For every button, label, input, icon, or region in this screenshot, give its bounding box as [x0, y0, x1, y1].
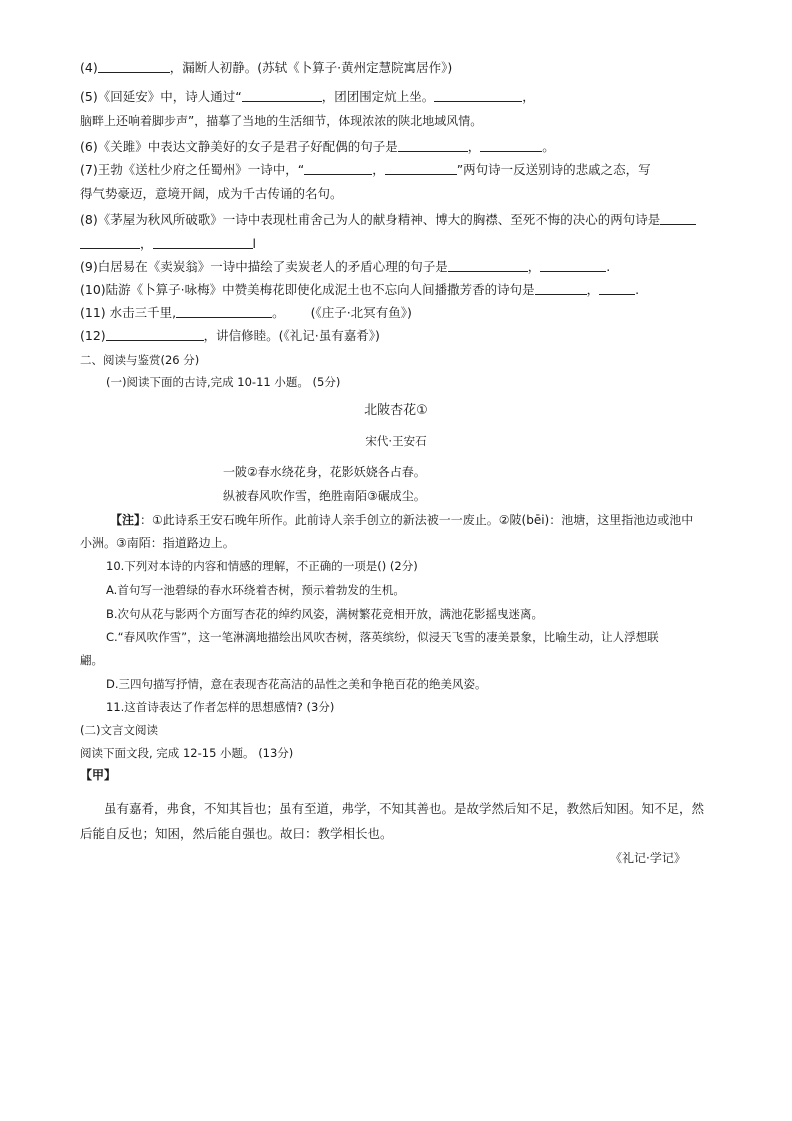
q11f-text-pre: (11) 水击三千里,: [80, 305, 177, 320]
part2-instruction: 阅读下面文段, 完成 12-15 小题。 (13分): [80, 746, 294, 760]
question-7-line2: 得气势豪迈，意境开阔，成为千古传诵的名句。: [80, 186, 343, 201]
option-d[interactable]: D.三四句描写抒情，意在表现杏花高洁的品性之美和争艳百花的绝美风姿。: [106, 677, 487, 691]
question-11: 11.这首诗表达了作者怎样的思想感情? (3分): [106, 700, 335, 714]
q7-text-pre: (7)王勃《送杜少府之任蜀州》一诗中，“: [80, 162, 305, 177]
q9-blank-2[interactable]: [540, 258, 606, 272]
q7-blank-1[interactable]: [304, 161, 372, 175]
q7-text-post: ”两句诗一反送别诗的悲戚之态，写: [456, 162, 651, 177]
q7-text-mid: ，: [372, 162, 385, 177]
passage-source: 《礼记·学记》: [610, 851, 686, 865]
question-11-fill: [80, 304, 412, 322]
question-6: [80, 138, 555, 156]
poem-note-line1: [110, 511, 693, 529]
q6-blank-1[interactable]: [398, 138, 468, 152]
q10f-text-end: .: [635, 282, 640, 297]
question-9: [80, 258, 610, 276]
part2-heading: (二)文言文阅读: [80, 723, 158, 737]
q10f-text-pre: (10)陆游《卜算子·咏梅》中赞美梅花即使化成泥土也不忘向人间播撒芳香的诗句是: [80, 282, 535, 297]
poem-line-2: 纵被春风吹作雪，绝胜南陌③碾成尘。: [223, 489, 426, 503]
q8-blank-1[interactable]: [660, 211, 696, 225]
q11f-text-post: (《庄子·北冥有鱼》): [310, 305, 412, 320]
q10f-blank-2[interactable]: [599, 281, 635, 295]
question-8-line1: [80, 211, 696, 229]
question-12-fill: [80, 327, 380, 345]
option-c-line2: 翩。: [80, 653, 103, 667]
option-b[interactable]: B.次句从花与影两个方面写杏花的绰约风姿，满树繁花竞相开放，满池花影摇曳迷离。: [106, 607, 544, 621]
question-5-line2: 脑畔上还响着脚步声”，描摹了当地的生活细节，体现浓浓的陕北地域风情。: [80, 114, 483, 128]
q11f-text-mid: 。: [272, 305, 285, 320]
q10f-text-mid: ，: [586, 282, 600, 297]
q5-blank-2[interactable]: [434, 88, 522, 102]
section-heading: 二、阅读与鉴赏(26 分): [80, 353, 200, 367]
q6-blank-2[interactable]: [480, 138, 542, 152]
option-c-line1[interactable]: C.“春风吹作雪”，这一笔淋漓地描绘出风吹杏树，落英缤纷，似浸天飞雪的凄美景象，比喻生动，让人浮想联: [106, 630, 659, 644]
poem-note-line2: 小洲。③南陌：指道路边上。: [80, 536, 235, 550]
question-4: [80, 59, 452, 77]
q9-blank-1[interactable]: [448, 258, 528, 272]
q12f-text-post: ，讲信修睦。(《礼记·虽有嘉肴》): [203, 328, 380, 343]
q5-text-end: ，: [522, 89, 535, 104]
q8-blank-2[interactable]: [153, 235, 253, 249]
question-8-line2: [80, 235, 256, 253]
question-10-fill: [80, 281, 639, 299]
question-10: 10.下列对本诗的内容和情感的理解，不正确的一项是() (2分): [106, 559, 418, 573]
q9-text-mid: ，: [527, 259, 541, 274]
q6-text-pre: (6)《关雎》中表达文静美好的女子是君子好配偶的句子是: [80, 139, 398, 154]
q12f-blank[interactable]: [106, 327, 204, 341]
question-7-line1: [80, 161, 651, 179]
q12f-text-pre: (12): [80, 328, 106, 343]
q8-text-pre: (8)《茅屋为秋风所破歌》一诗中表现杜甫舍己为人的献身精神、博大的胸襟、至死不悔的决心的两句诗是: [80, 212, 661, 227]
q6-text-end: 。: [542, 139, 555, 154]
q4-text: ，漏断人初静。(苏轼《卜算子·黄州定慧院寓居作》): [169, 60, 453, 75]
passage-jia-line2: 后能自反也；知困，然后能自强也。故曰：教学相长也。: [80, 826, 393, 841]
q9-text-end: .: [606, 259, 611, 274]
q10f-blank-1[interactable]: [535, 281, 587, 295]
question-5-line1: [80, 88, 535, 106]
q4-blank[interactable]: [98, 59, 170, 73]
q11f-blank[interactable]: [176, 304, 272, 318]
q6-text-mid: ，: [467, 139, 481, 154]
q8-text-end: l: [252, 236, 256, 251]
q4-number: (4): [80, 60, 98, 75]
poem-author: 宋代·王安石: [365, 434, 427, 448]
passage-jia-label: 【甲】: [80, 768, 117, 782]
q9-text-pre: (9)白居易在《卖炭翁》一诗中描绘了卖炭老人的矛盾心理的句子是: [80, 259, 448, 274]
passage-jia-line1: 虽有嘉肴，弗食，不知其旨也；虽有至道，弗学，不知其善也。是故学然后知不足，教然后知困。知不足，然: [104, 801, 705, 816]
part1-instruction: (一)阅读下面的古诗,完成 10-11 小题。 (5分): [106, 375, 341, 389]
note-text: ：①此诗系王安石晚年所作。此前诗人亲手创立的新法被一一废止。②陂(bēi)：池塘，这里指池边或池中: [140, 513, 694, 527]
q5-text-pre: (5)《回延安》中，诗人通过“: [80, 89, 242, 104]
q8-text-mid: ，: [140, 236, 153, 251]
note-label: 【注】: [110, 513, 141, 527]
q5-blank-1[interactable]: [242, 88, 322, 102]
poem-title: 北陂杏花①: [364, 403, 428, 418]
q7-blank-2[interactable]: [385, 161, 457, 175]
q5-text-mid: ，团团围定炕上坐。: [321, 89, 435, 104]
poem-line-1: 一陂②春水绕花身，花影妖娆各占春。: [223, 465, 426, 479]
q8-blank-1-cont[interactable]: [80, 235, 140, 249]
option-a[interactable]: A.首句写一池碧绿的春水环绕着杏树，预示着勃发的生机。: [106, 583, 405, 597]
